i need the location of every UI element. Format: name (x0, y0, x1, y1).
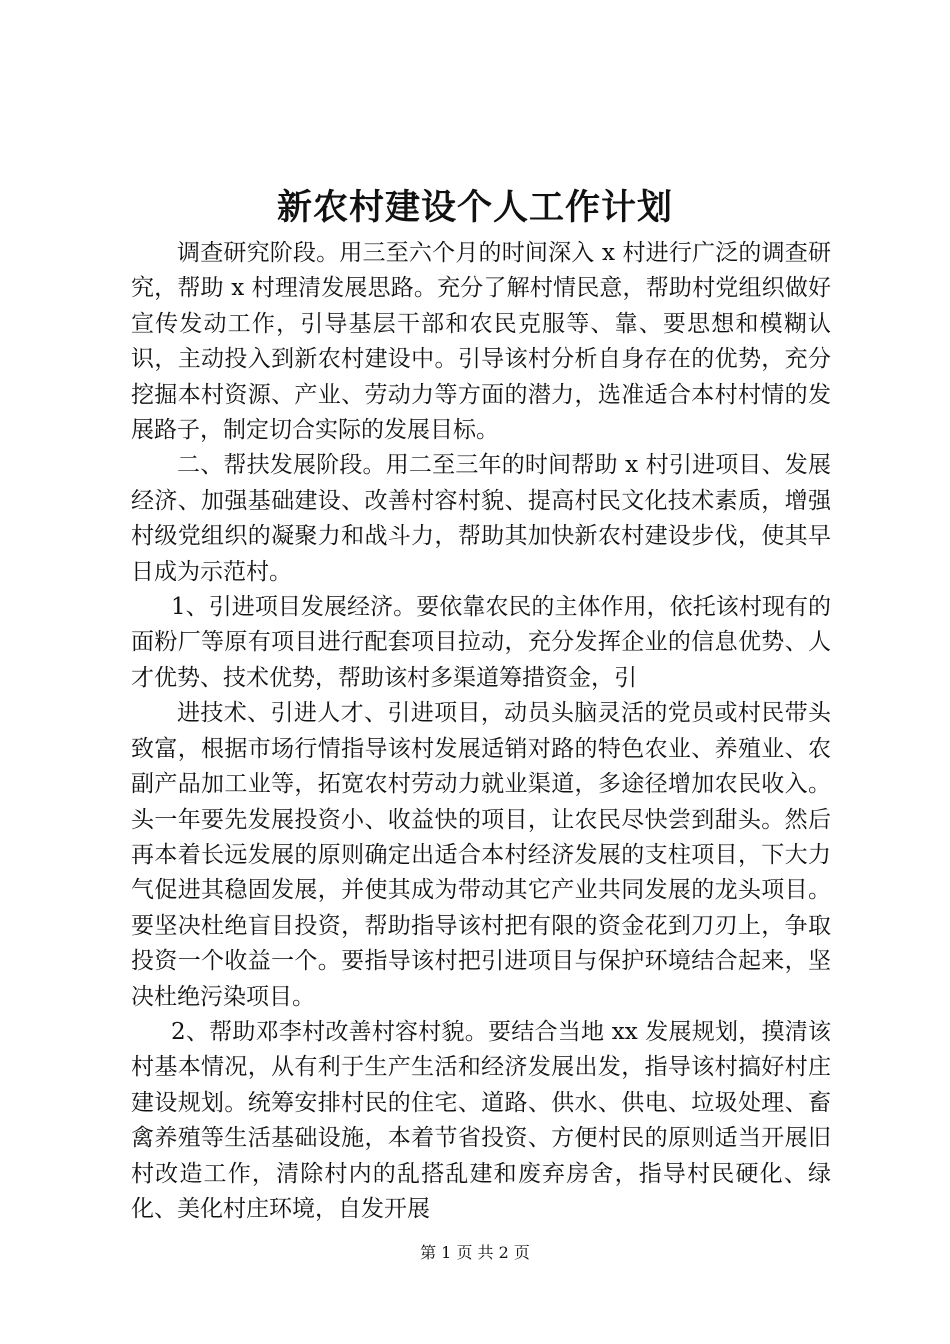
paragraph-village-appearance: 2、帮助邓李村改善村容村貌。要结合当地 xx 发展规划，摸清该村基本情况，从有利于生产生活和经济发展出发，指导该村搞好村庄建设规划。统筹安排村民的住宅、道路、供水、供电、垃圾处理、畜禽养殖等生活基础设施，本着节省投资、方便村民的原则适当开展旧村改造工作，清除村内的乱搭乱建和废弃房舍，指导村民硬化、绿化、美化村庄环境，自发开展 (131, 1018, 831, 1222)
paragraph-introduce-projects-cont: 进技术、引进人才、引进项目，动员头脑灵活的党员或村民带头致富，根据市场行情指导该村发展适销对路的特色农业、养殖业、农副产品加工业等，拓宽农村劳动力就业渠道，多途径增加农民收入。头一年要先发展投资小、收益快的项目，让农民尽快尝到甜头。然后再本着长远发展的原则确定出适合本村经济发展的支柱项目，下大力气促进其稳固发展，并使其成为带动其它产业共同发展的龙头项目。要坚决杜绝盲目投资，帮助指导该村把有限的资金花到刀刃上，争取投资一个收益一个。要指导该村把引进项目与保护环境结合起来，坚决杜绝污染项目。 (131, 700, 831, 1010)
document-body (131, 236, 831, 1227)
paragraph-introduce-projects: 1、引进项目发展经济。要依靠农民的主体作用，依托该村现有的面粉厂等原有项目进行配套项目拉动，充分发挥企业的信息优势、人才优势、技术优势，帮助该村多渠道筹措资金，引 (131, 594, 831, 691)
page-footer: 第 1 页 共 2 页 (420, 1243, 530, 1262)
paragraph-support-stage: 二、帮扶发展阶段。用二至三年的时间帮助 x 村引进项目、发展经济、加强基础建设、改善村容村貌、提高村民文化技术素质，增强村级党组织的凝聚力和战斗力，帮助其加快新农村建设步伐，使其早日成为示范村。 (131, 452, 831, 585)
paragraph-research-stage: 调查研究阶段。用三至六个月的时间深入 x 村进行广泛的调查研究，帮助 x 村理清发展思路。充分了解村情民意，帮助村党组织做好宣传发动工作，引导基层干部和农民克服等、靠、要思想和模糊认识，主动投入到新农村建设中。引导该村分析自身存在的优势，充分挖掘本村资源、产业、劳动力等方面的潜力，选准适合本村村情的发展路子，制定切合实际的发展目标。 (131, 240, 831, 444)
document-title: 新农村建设个人工作计划 (276, 187, 673, 228)
